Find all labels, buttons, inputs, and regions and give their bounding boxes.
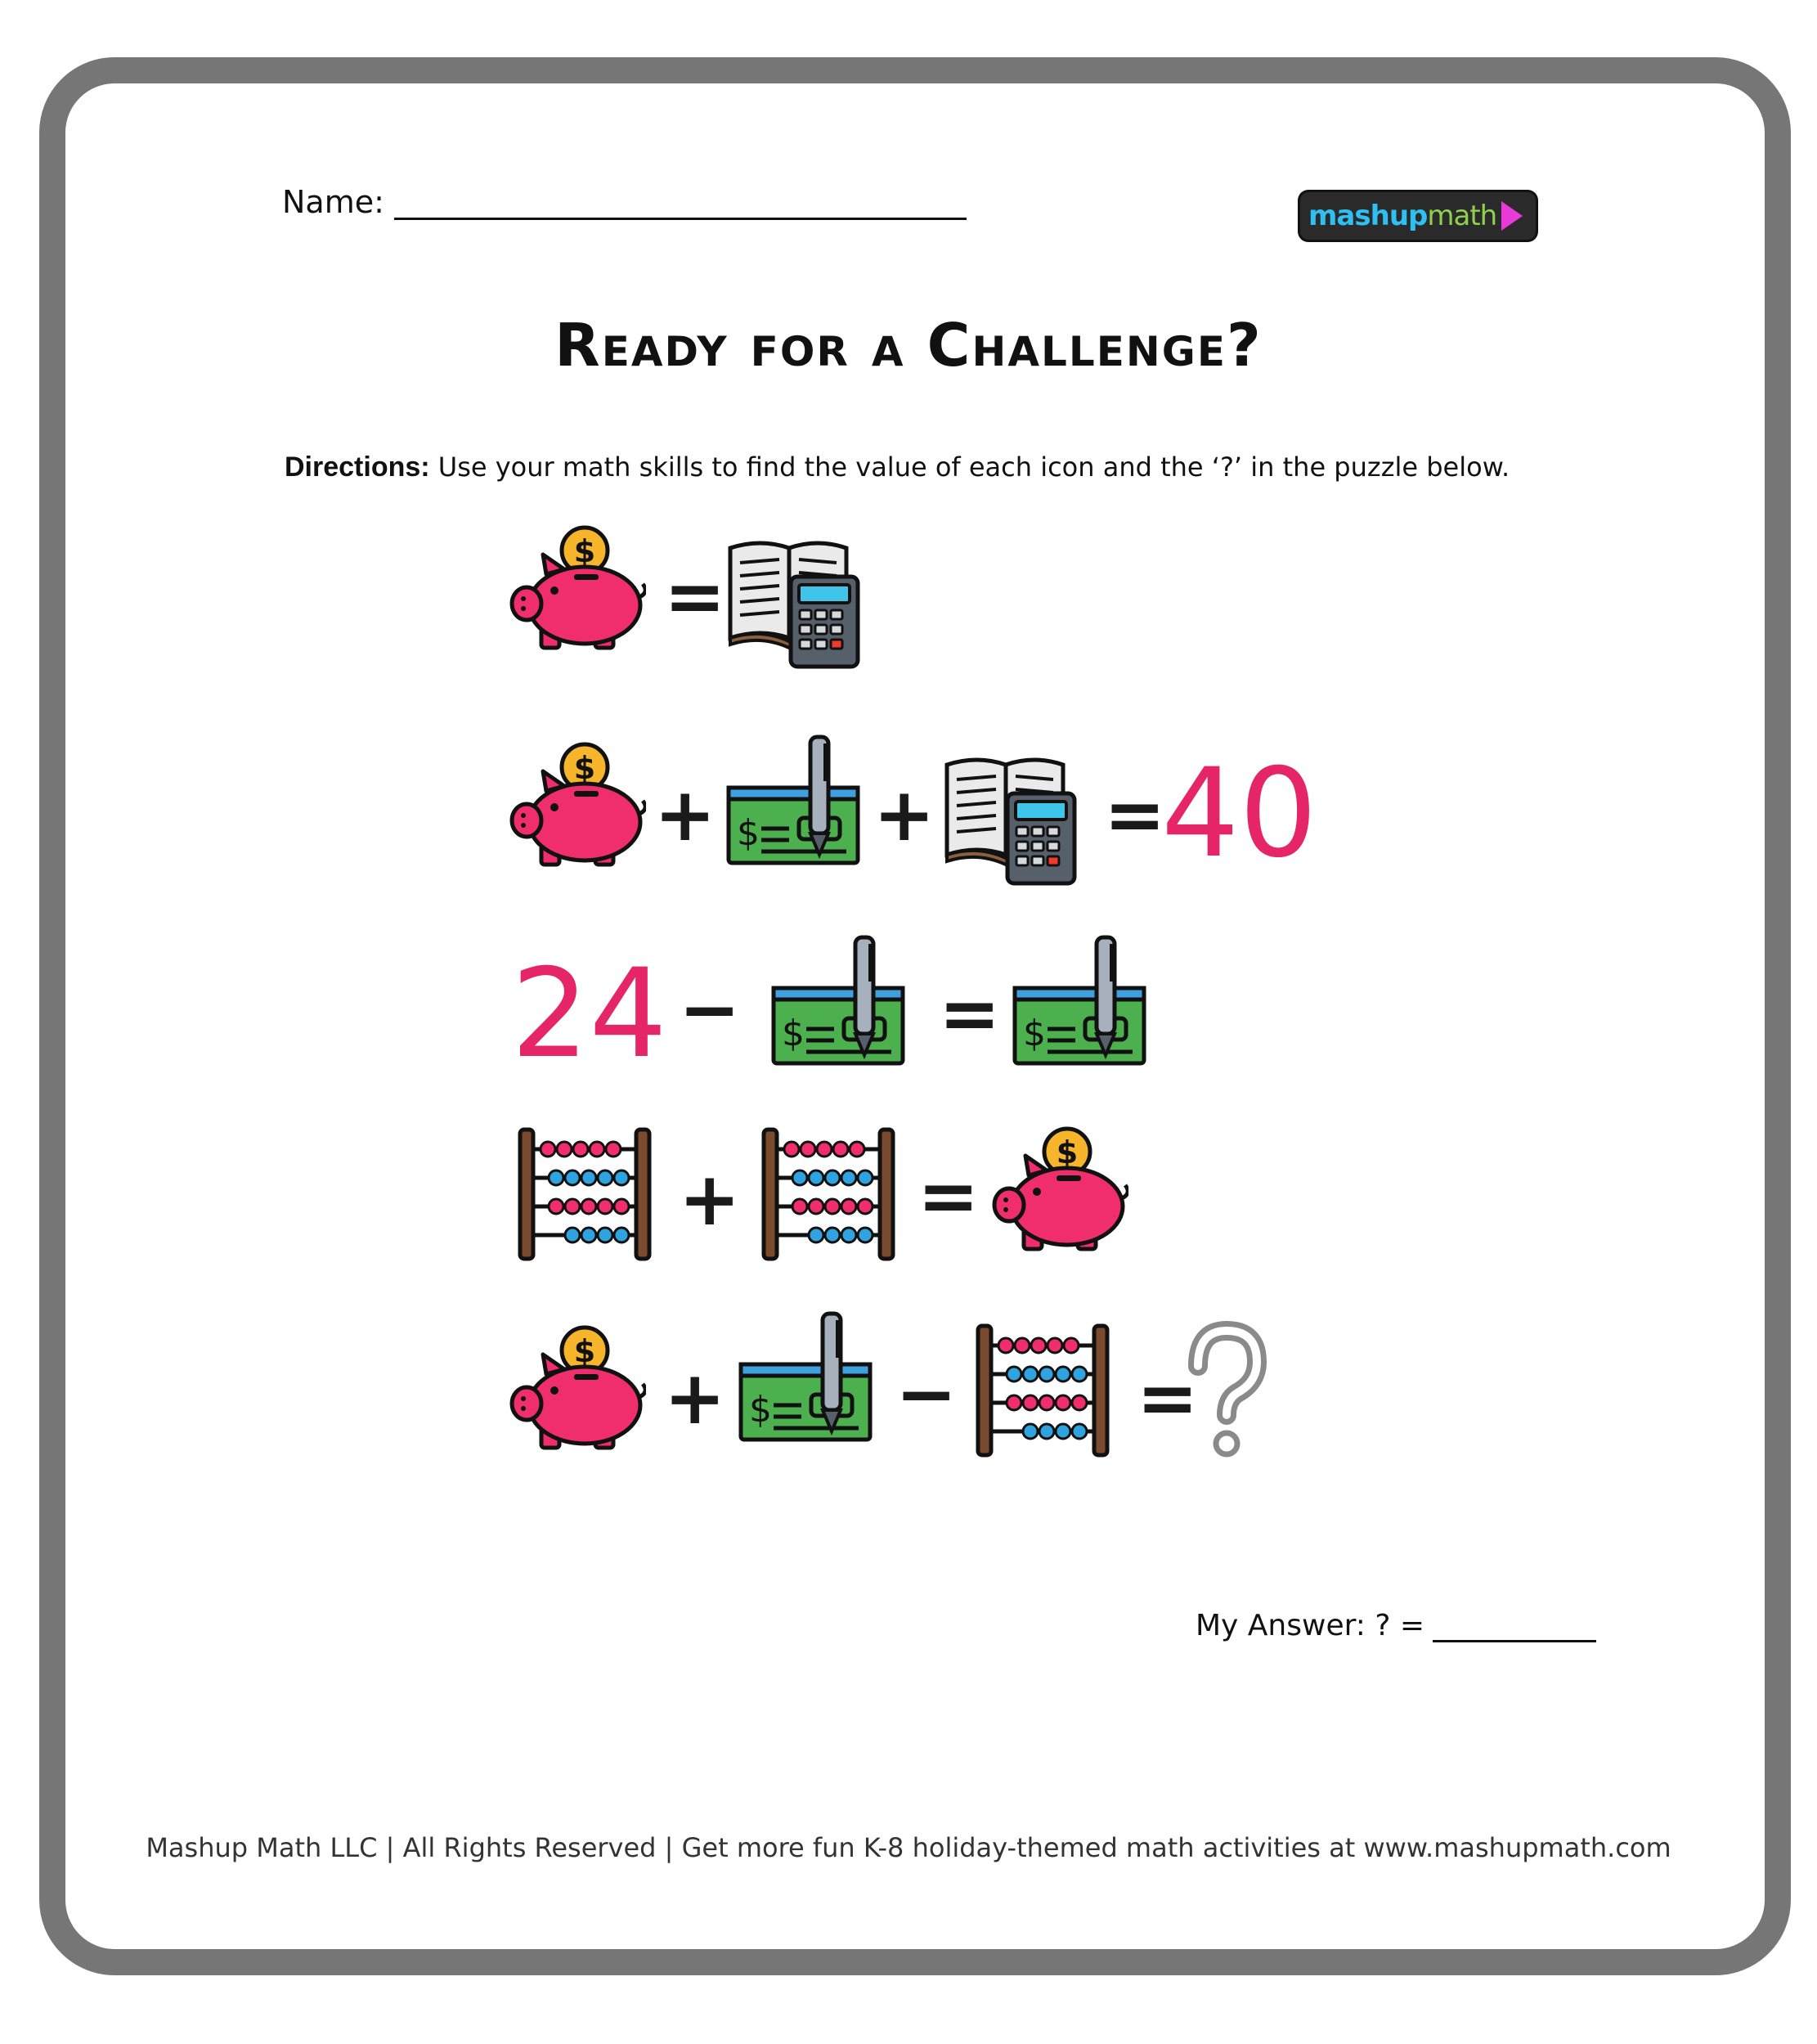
plus-sign: + [664,1355,726,1441]
plus-sign: + [654,772,716,858]
equals-sign: = [1104,772,1166,858]
equals-sign: = [664,554,726,640]
name-input-line[interactable] [394,182,967,220]
my-answer[interactable] [1196,1607,1596,1642]
mashup-math-logo [1300,192,1536,240]
name-field[interactable] [282,182,967,220]
answer-input-line[interactable] [1433,1607,1596,1642]
minus-sign: − [895,1351,958,1437]
equals-sign: = [917,1153,980,1239]
worksheet-title: Ready for a Challenge? [554,311,1263,380]
directions-text: Use your math skills to find the value of each icon and the ‘?’ in the puzzle below. [437,451,1510,483]
row3-start: 24 [511,943,667,1085]
directions [285,451,1510,483]
row2-result: 40 [1161,743,1317,885]
answer-label: My Answer: ? = [1196,1609,1425,1642]
logo-text-mashup: mashup [1308,200,1428,232]
name-label: Name: [282,184,384,220]
equals-sign: = [1137,1355,1199,1441]
play-icon [1501,201,1523,231]
logo-text-math: math [1427,200,1497,232]
plus-sign: + [679,1157,741,1242]
minus-sign: − [679,967,741,1053]
directions-label: Directions: [285,451,430,483]
footer: Mashup Math LLC | All Rights Reserved | Get more fun K-8 holiday-themed math activities at www.mashupmath.com [146,1832,1671,1863]
plus-sign: + [873,772,935,858]
equals-sign: = [939,971,1001,1057]
